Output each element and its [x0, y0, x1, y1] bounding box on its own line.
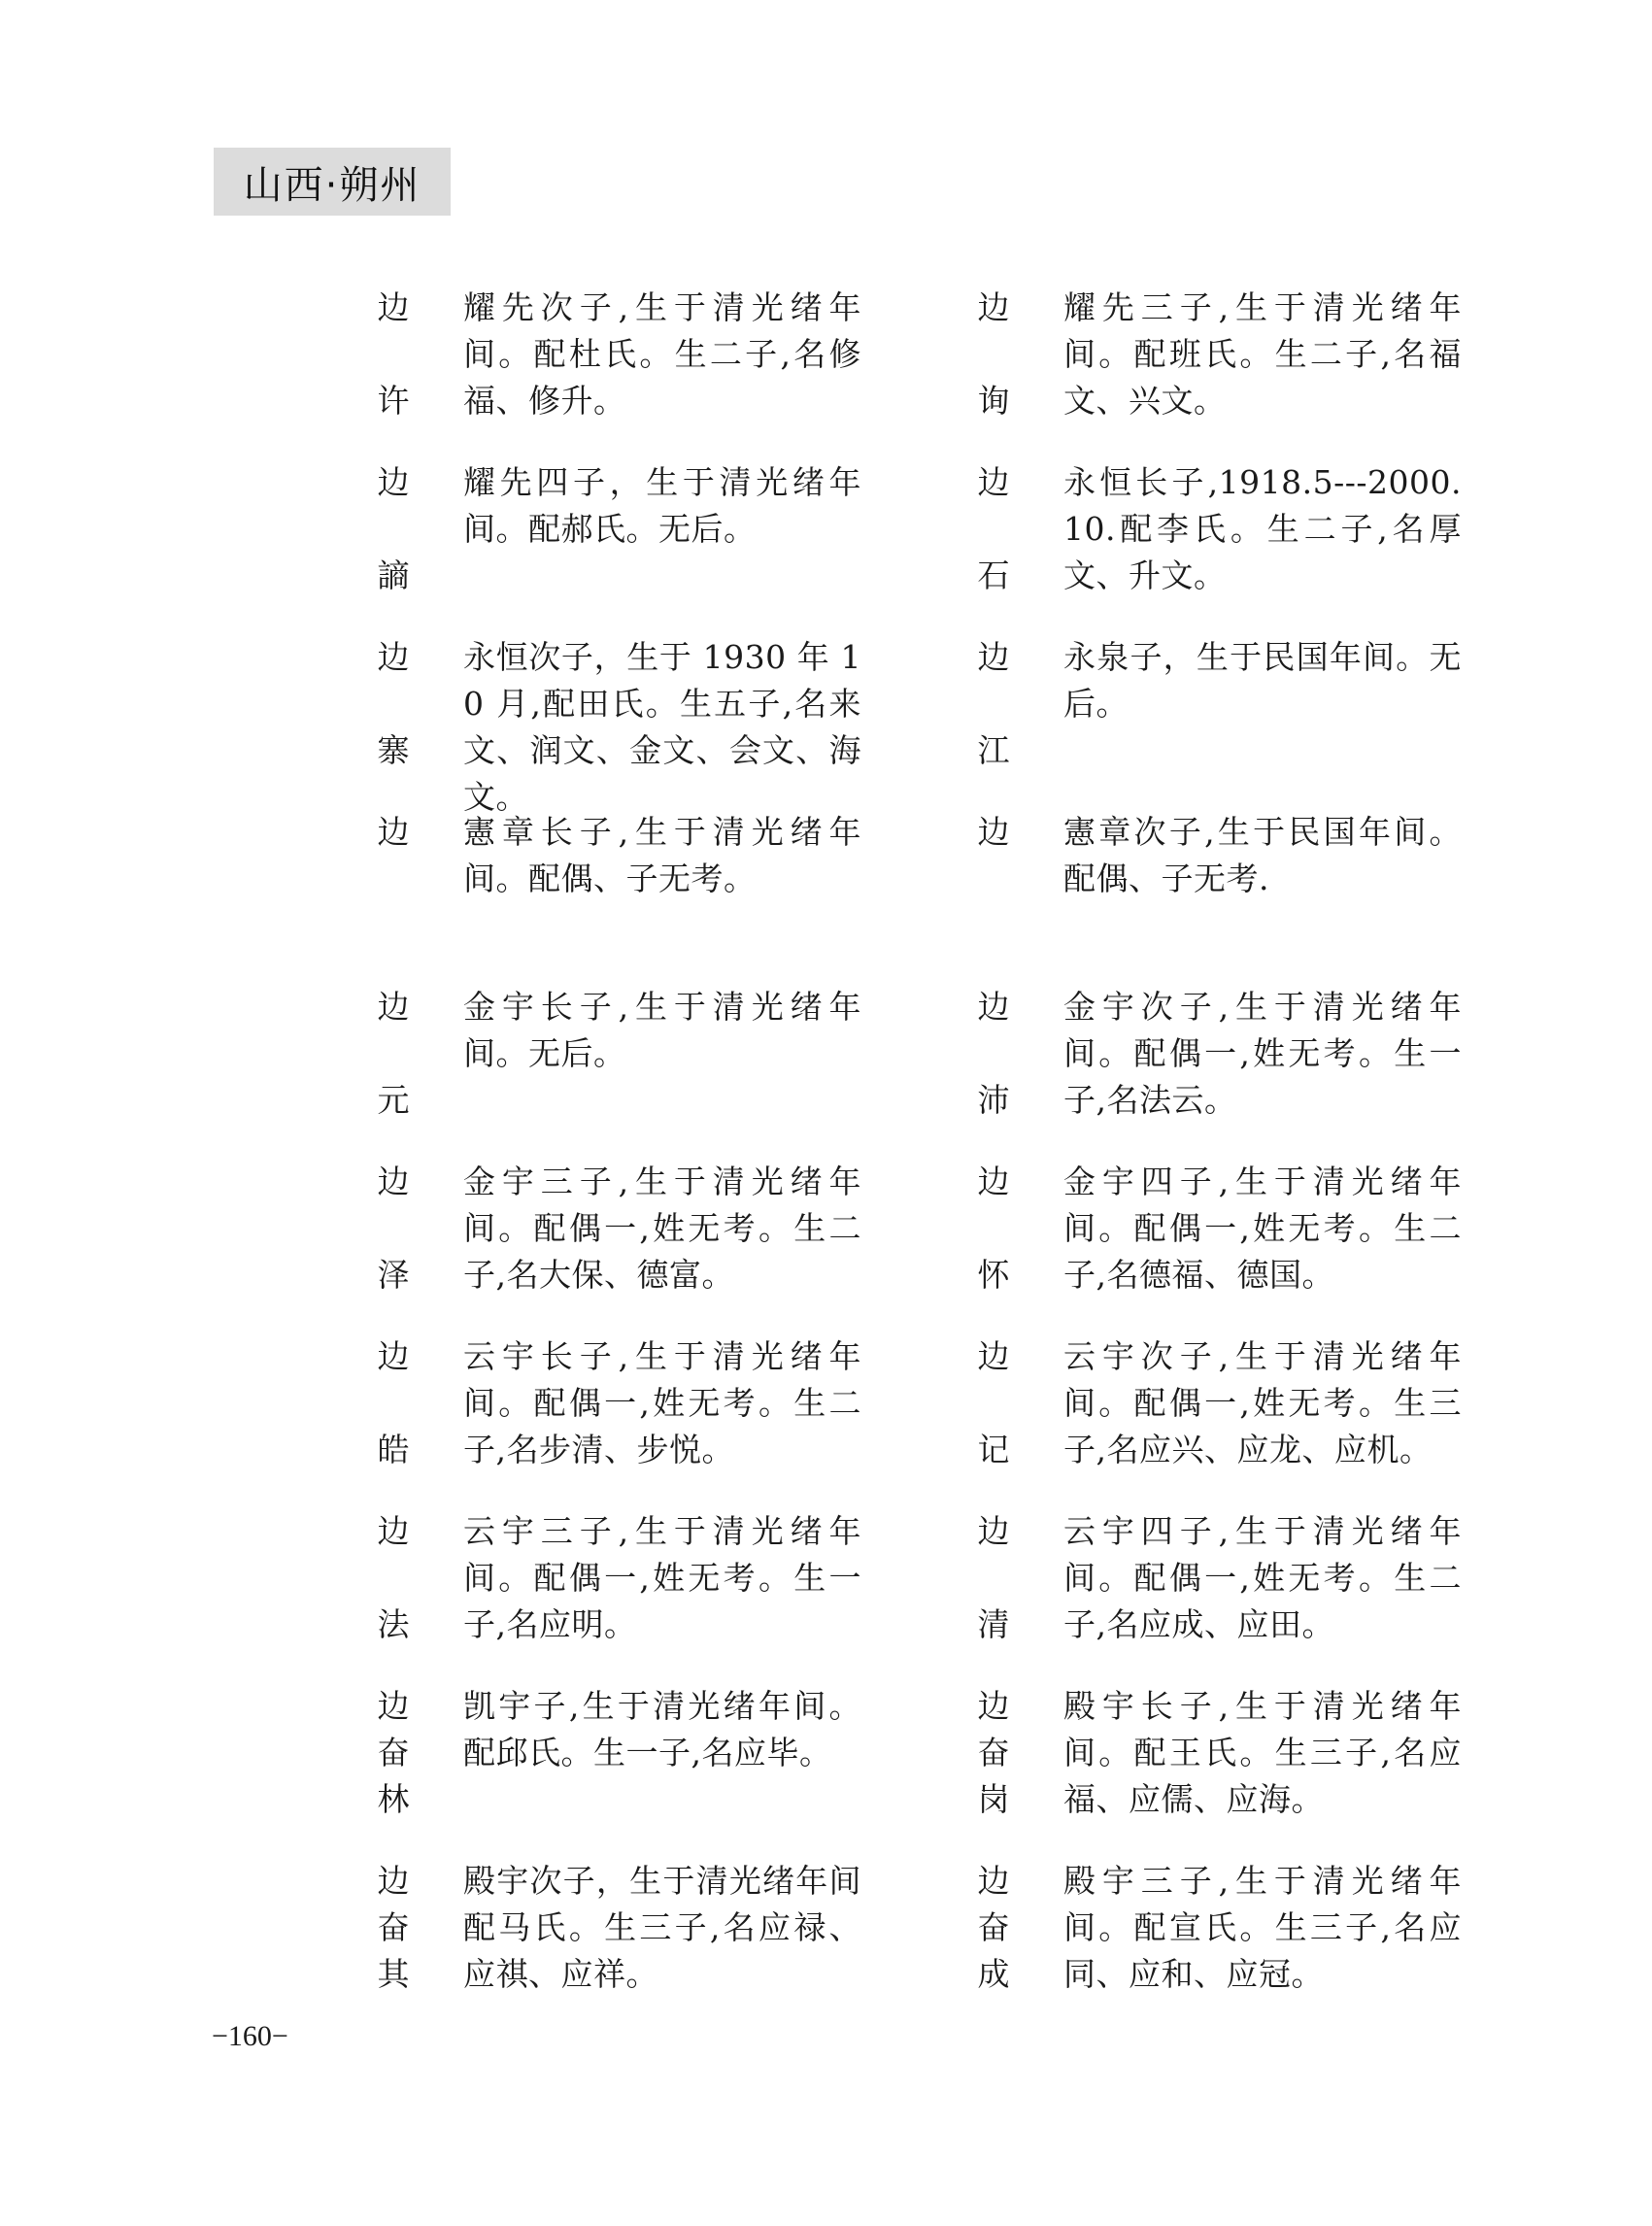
entry-surname: 边	[377, 288, 410, 326]
entry-0	[374, 285, 918, 424]
entry-name	[374, 1858, 413, 1998]
entry-surname: 边	[377, 1687, 410, 1725]
entry-name	[974, 1159, 1013, 1298]
entry-description: 殿宇次子，生于清光绪年间配马氏。生三子,名应禄、应祺、应祥。	[463, 1862, 861, 1993]
entry-given-first: 奋	[977, 1734, 1010, 1771]
entry-3	[974, 459, 1518, 599]
entry-description: 殿宇三子,生于清光绪年间。配宣氏。生三子,名应同、应和、应冠。	[1063, 1862, 1462, 1993]
entry-surname: 边	[977, 1163, 1010, 1200]
entry-6	[374, 809, 918, 949]
entry-surname: 边	[977, 1337, 1010, 1375]
entry-given: 元	[377, 1081, 410, 1119]
entry-18	[374, 1858, 918, 1998]
entry-surname: 边	[977, 1862, 1010, 1900]
entry-description: 金宇长子,生于清光绪年间。无后。	[463, 988, 861, 1072]
entry-name	[374, 459, 413, 599]
entry-description: 耀先三子,生于清光绪年间。配班氏。生二子,名福文、兴文。	[1063, 288, 1462, 420]
entry-name	[974, 984, 1013, 1124]
entry-given-first: 奋	[977, 1908, 1010, 1946]
entry-description: 云宇次子,生于清光绪年间。配偶一,姓无考。生三子,名应兴、应龙、应机。	[1063, 1337, 1462, 1468]
entry-surname: 边	[977, 1687, 1010, 1725]
entry-description: 耀先四子，生于清光绪年间。配郝氏。无后。	[463, 463, 861, 548]
entry-given: 寨	[377, 731, 410, 769]
entry-given: 石	[977, 556, 1010, 594]
entry-given-first: 奋	[377, 1734, 410, 1771]
entry-surname: 边	[977, 813, 1010, 851]
entry-19	[974, 1858, 1518, 1998]
entry-14	[374, 1508, 918, 1648]
entry-surname: 边	[977, 638, 1010, 676]
entry-given: 许	[377, 382, 410, 420]
entry-given: 謪	[377, 556, 410, 594]
entry-15	[974, 1508, 1518, 1648]
entry-name	[374, 984, 413, 1124]
entry-name	[974, 809, 1013, 949]
entry-description: 云宇三子,生于清光绪年间。配偶一,姓无考。生一子,名应明。	[463, 1512, 861, 1643]
entry-given-second: 其	[377, 1955, 410, 1993]
entry-12	[374, 1333, 918, 1473]
entry-description: 永泉子，生于民国年间。无后。	[1063, 638, 1462, 723]
entry-description: 云宇四子,生于清光绪年间。配偶一,姓无考。生二子,名应成、应田。	[1063, 1512, 1462, 1643]
entry-name	[974, 459, 1013, 599]
entry-given-second: 成	[977, 1955, 1010, 1993]
entry-surname: 边	[977, 988, 1010, 1026]
entry-description: 殿宇长子,生于清光绪年间。配王氏。生三子,名应福、应儒、应海。	[1063, 1687, 1462, 1818]
entry-5	[974, 634, 1518, 774]
entry-17	[974, 1683, 1518, 1823]
entry-name	[374, 1333, 413, 1473]
entry-surname: 边	[377, 1163, 410, 1200]
entry-description: 耀先次子,生于清光绪年间。配杜氏。生二子,名修福、修升。	[463, 288, 861, 420]
entry-description: 永恒次子，生于 1930 年 10 月,配田氏。生五子,名来文、润文、金文、会文、海文。	[463, 638, 861, 816]
entry-description: 金宇三子,生于清光绪年间。配偶一,姓无考。生二子,名大保、德富。	[463, 1163, 861, 1294]
entry-name	[374, 1683, 413, 1823]
entry-13	[974, 1333, 1518, 1473]
entry-given-first: 奋	[377, 1908, 410, 1946]
entry-name	[974, 285, 1013, 424]
entry-given: 皓	[377, 1431, 410, 1468]
entry-surname: 边	[377, 813, 410, 851]
entry-7	[974, 809, 1518, 949]
entry-given: 记	[977, 1431, 1010, 1468]
entry-1	[974, 285, 1518, 424]
entry-name	[974, 1508, 1013, 1648]
page-number: −160−	[212, 2020, 288, 2052]
entry-given: 沛	[977, 1081, 1010, 1119]
entry-description: 憲章长子,生于清光绪年间。配偶、子无考。	[463, 813, 861, 897]
entry-surname: 边	[377, 463, 410, 501]
entry-given: 询	[977, 382, 1010, 420]
entry-11	[974, 1159, 1518, 1298]
entry-name	[974, 1858, 1013, 1998]
entry-name	[374, 285, 413, 424]
entry-description: 云宇长子,生于清光绪年间。配偶一,姓无考。生二子,名步清、步悦。	[463, 1337, 861, 1468]
entry-surname: 边	[977, 463, 1010, 501]
header-title: 山西·朔州	[214, 148, 451, 216]
entry-9	[974, 984, 1518, 1124]
entry-description: 凯宇子,生于清光绪年间。配邱氏。生一子,名应毕。	[463, 1687, 861, 1771]
entry-16	[374, 1683, 918, 1823]
entry-given: 江	[977, 731, 1010, 769]
entry-name	[374, 1159, 413, 1298]
entry-name	[974, 1333, 1013, 1473]
entry-surname: 边	[377, 1862, 410, 1900]
entry-given-second: 林	[377, 1780, 410, 1818]
entry-surname: 边	[377, 1337, 410, 1375]
entry-description: 金宇次子,生于清光绪年间。配偶一,姓无考。生一子,名法云。	[1063, 988, 1462, 1119]
entry-surname: 边	[977, 1512, 1010, 1550]
entry-2	[374, 459, 918, 599]
entry-name	[374, 634, 413, 774]
entry-name	[374, 809, 413, 949]
entry-given: 法	[377, 1605, 410, 1643]
entry-surname: 边	[377, 1512, 410, 1550]
entry-description: 永恒长子,1918.5---2000.10.配李氏。生二子,名厚文、升文。	[1063, 463, 1462, 594]
entry-surname: 边	[377, 638, 410, 676]
entry-given-second: 岗	[977, 1780, 1010, 1818]
entry-4	[374, 634, 918, 821]
entry-given: 清	[977, 1605, 1010, 1643]
entry-name	[974, 634, 1013, 774]
entry-given: 怀	[977, 1256, 1010, 1294]
entry-description: 金宇四子,生于清光绪年间。配偶一,姓无考。生二子,名德福、德国。	[1063, 1163, 1462, 1294]
entry-name	[374, 1508, 413, 1648]
entry-8	[374, 984, 918, 1124]
entry-given: 泽	[377, 1256, 410, 1294]
entry-surname: 边	[377, 988, 410, 1026]
entry-description: 憲章次子,生于民国年间。配偶、子无考.	[1063, 813, 1462, 897]
entry-10	[374, 1159, 918, 1298]
entry-surname: 边	[977, 288, 1010, 326]
entry-name	[974, 1683, 1013, 1823]
